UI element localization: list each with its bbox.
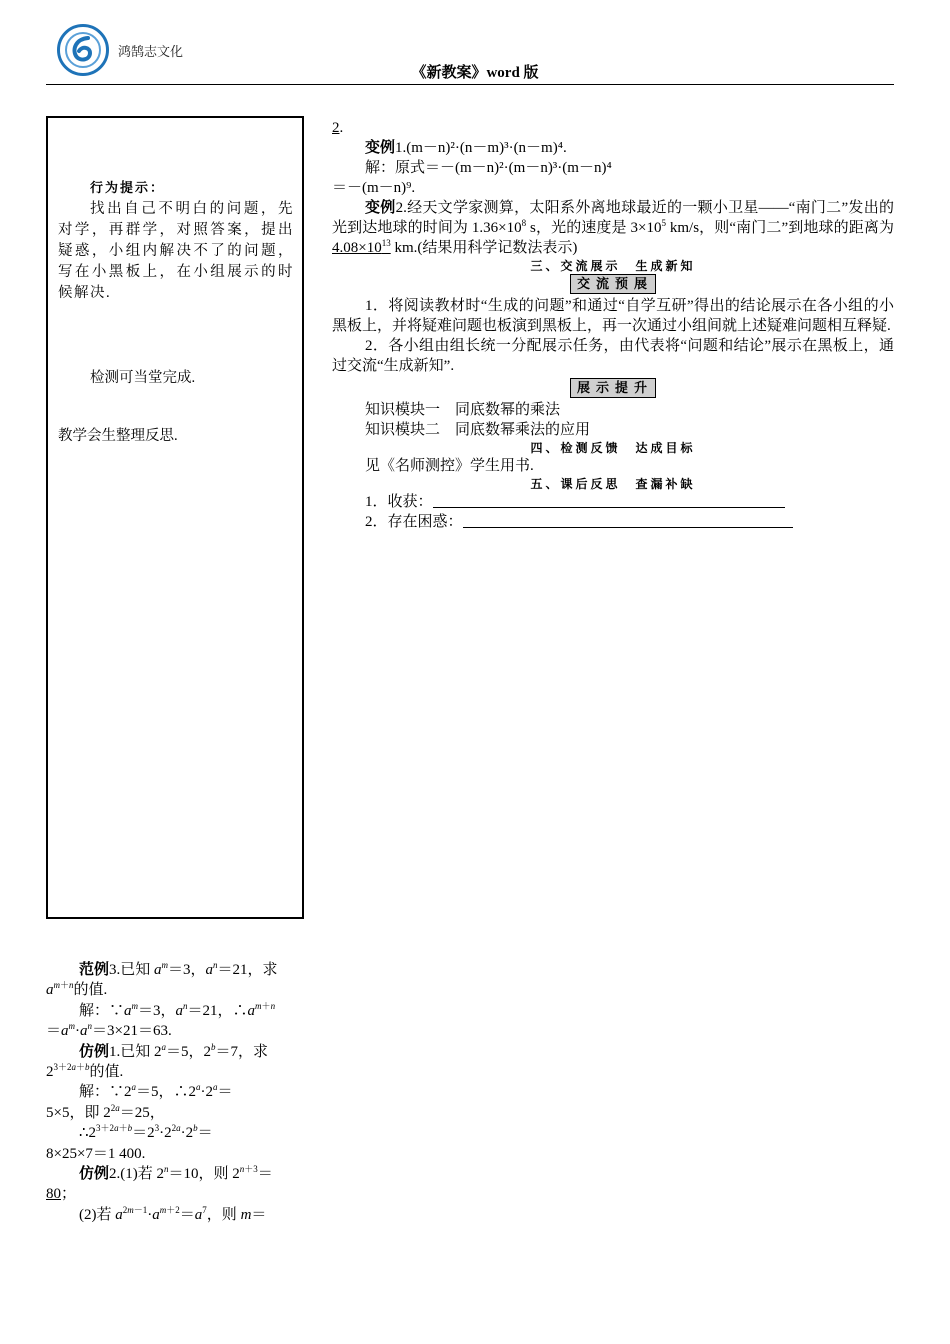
section-4-title: 四、检测反馈 达成目标 bbox=[530, 441, 696, 455]
knowledge-module-2: 知识模块二 同底数幂乘法的应用 bbox=[365, 422, 591, 438]
imitation-1-solution-line4: 8×25×7＝1 400. bbox=[46, 1145, 146, 1162]
variant1-solution-line1: 解：原式＝－(m－n)²·(m－n)³·(m－n)⁴ bbox=[365, 160, 612, 176]
top-line: 2. bbox=[332, 120, 344, 136]
reflect-note: 教学会生整理反思. bbox=[58, 428, 178, 444]
variant2-answer: $4.08\times 10^{13}$ bbox=[332, 238, 391, 256]
see-reference: 见《名师测控》学生用书. bbox=[365, 458, 534, 474]
variant-example-2: 变例2.经天文学家测算，太阳系外离地球最近的一颗小卫星——“南门二”发出的光到达地球的时间为 $1.36\times 10^8$ s，光的速度是 $3\times 10^5$ km/s，则“南门二”到地球的距离为$4.08\times 10^{13}$ km.(结果用科学记数法表示) bbox=[332, 200, 894, 256]
paragraph-2: 2．各小组由组长统一分配展示任务，由代表将“问题和结论”展示在黑板上，通过交流“生成新知”. bbox=[332, 338, 894, 374]
behavior-tip bbox=[58, 177, 294, 304]
knowledge-module-1: 知识模块一 同底数幂的乘法 bbox=[365, 402, 561, 418]
example-3-solution: 解：$\because a^m=3$，$a^n=21$，$\therefore a^{m+n}$ bbox=[79, 1000, 276, 1019]
sidebar-notes-box bbox=[46, 116, 304, 919]
variant1-solution-line2: ＝－(m－n)⁹. bbox=[332, 180, 416, 196]
variant-example-1: 变例1.(m－n)²·(n－m)³·(n－m)⁴. bbox=[365, 140, 567, 156]
imitation-1-solution-line2: 5×5，即 $2^{2a}=25$， bbox=[46, 1102, 165, 1121]
imitation-1-solution-line3: $\therefore 2^{3+2a+b}=2^3\cdot 2^{2a}\cdot 2^b=$ bbox=[79, 1123, 213, 1142]
section-5-title: 五、课后反思 查漏补缺 bbox=[530, 477, 696, 491]
imitation-1-solution: 解：$\because 2^a=5$，$\therefore 2^a\cdot 2^a=$ bbox=[79, 1082, 233, 1101]
imitation-2-part2: (2)若 $a^{2m-1}\cdot a^{m+2}=a^7$，则 m＝ bbox=[79, 1204, 267, 1223]
tip-text: 找出自己不明白的问题，先对学，再群学，对照答案，提出疑惑，小组内解决不了的问题，写在小黑板上，在小组展示的时候解决. bbox=[58, 201, 294, 301]
imitation-1-line2: $2^{3+2a+b}$的值. bbox=[46, 1062, 124, 1081]
document-title: 《新教案》word 版 bbox=[411, 65, 539, 81]
example-3: 范例3.已知 $a^m=3$，$a^n=21$，求 bbox=[79, 960, 278, 978]
paragraph-1: 1．将阅读教材时“生成的问题”和通过“自学互研”得出的结论展示在各小组的小黑板上，并将疑难问题也板演到黑板上，再一次通过小组间就上述疑难问题相互释疑. bbox=[332, 298, 894, 334]
gain-line: 1．收获： bbox=[332, 492, 894, 512]
imitation-2: 仿例2.(1)若 $2^n=10$，则 $2^{n+3}=$ bbox=[79, 1164, 273, 1183]
section-3-title: 三、交流展示 生成新知 bbox=[530, 259, 696, 273]
imitation-2-answer: 80； bbox=[46, 1186, 77, 1203]
main-content bbox=[332, 118, 894, 532]
tip-label: 行为提示： bbox=[90, 180, 166, 195]
stamp-show-improve: 展示提升 bbox=[570, 378, 656, 398]
example-3-solution-line2: $=a^m\cdot a^n=3\times 21=63$. bbox=[46, 1021, 172, 1040]
imitation-1: 仿例1.已知 $2^a=5$，$2^b=7$，求 bbox=[79, 1041, 269, 1060]
confusion-line: 2．存在困惑： bbox=[332, 512, 894, 532]
check-note: 检测可当堂完成. bbox=[90, 370, 196, 386]
stamp-exchange-preview: 交流预展 bbox=[570, 274, 656, 294]
bottom-examples bbox=[46, 960, 304, 1225]
variant1-problem: 1.(m－n)²·(n－m)³·(n－m)⁴. bbox=[395, 140, 567, 156]
example-3-line2: $a^{m+n}$的值. bbox=[46, 980, 108, 999]
header-divider bbox=[46, 84, 894, 85]
brand-name: 鸿鹄志文化 bbox=[118, 44, 184, 59]
